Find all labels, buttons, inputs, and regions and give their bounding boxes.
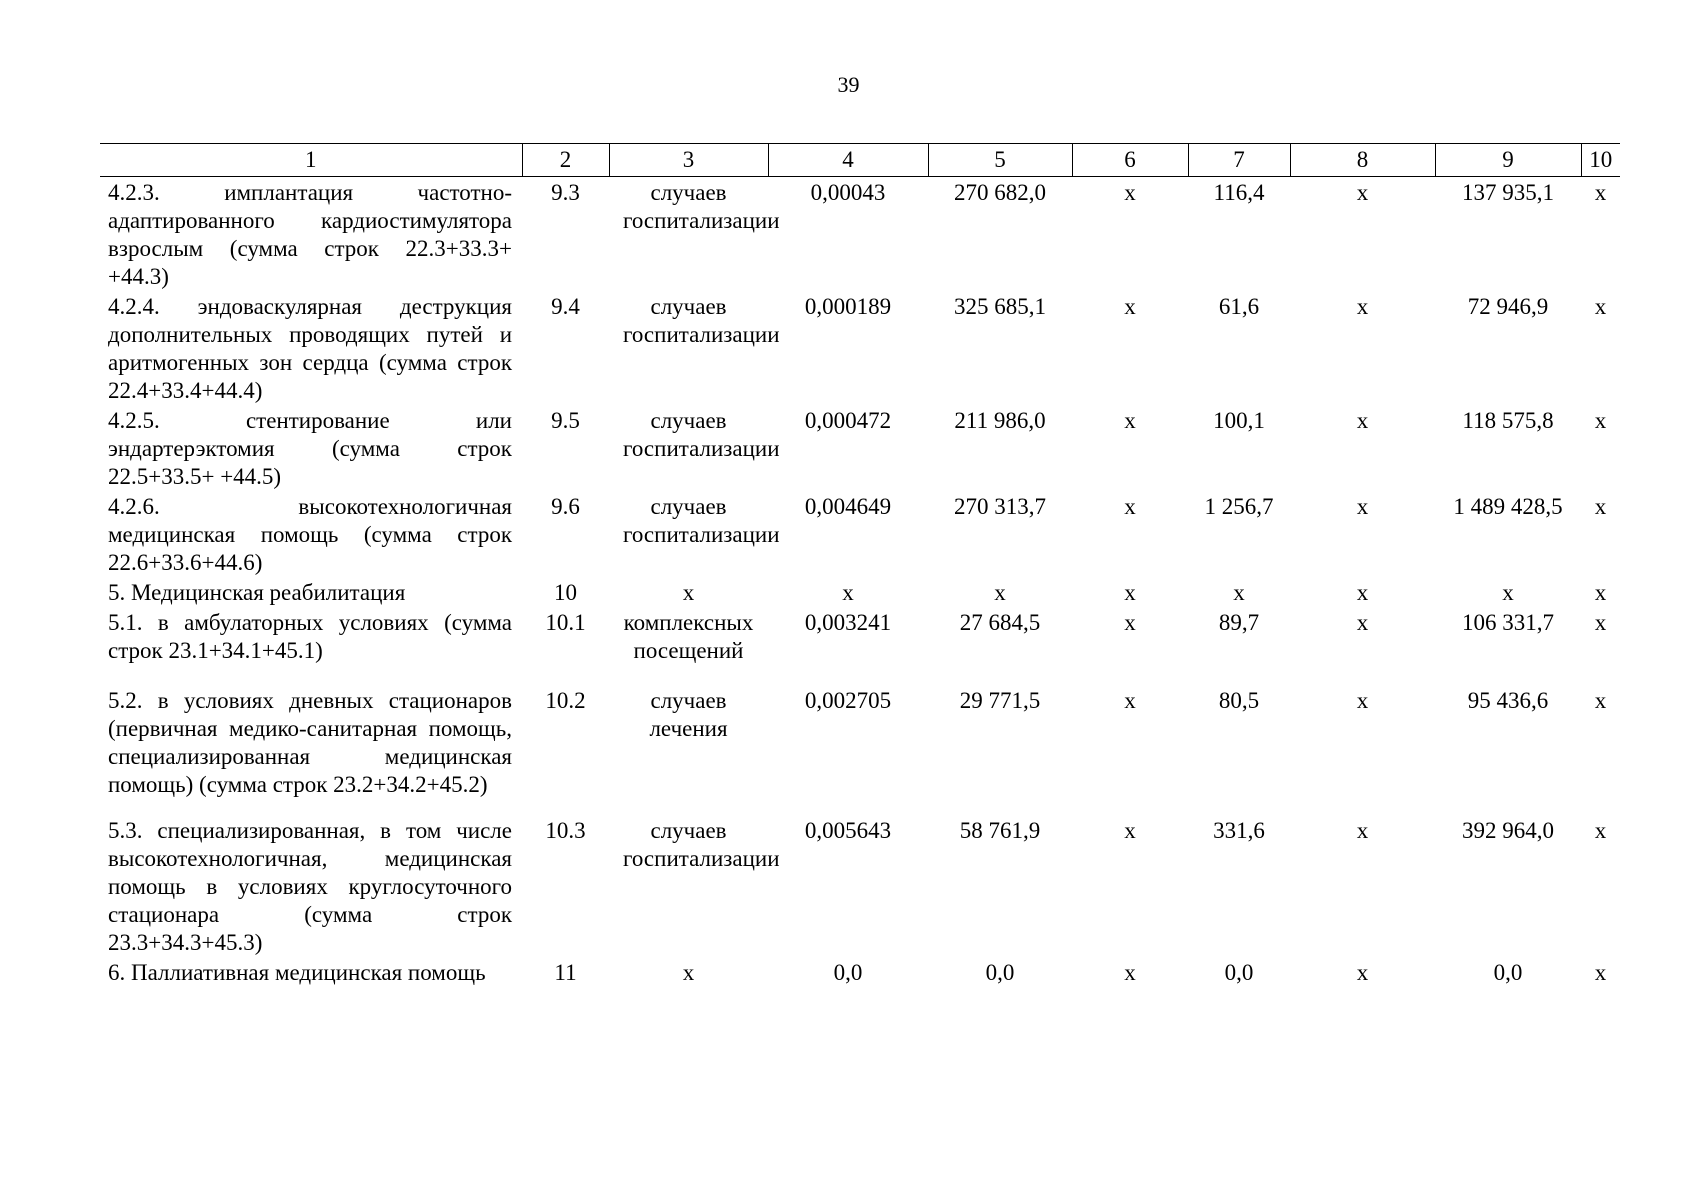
table-row — [100, 177, 1620, 292]
volume-norm-cell: 0,003241 — [804, 610, 892, 635]
indicator-name-cell: 5.3. специализированная, в том числе высокотехнологичная, медицинская помощь в условиях круглосуточного стационара (сумма строк 23.3+34.3+45.3) — [108, 818, 512, 955]
unit-cell: случаев госпитализации — [623, 408, 780, 461]
per-capita-cell: 89,7 — [1218, 610, 1260, 635]
total-cost-cell: х — [1502, 580, 1514, 605]
row-code-cell: 9.6 — [551, 494, 580, 519]
col8-cell: х — [1356, 294, 1369, 319]
page-number: 39 — [837, 72, 860, 97]
row-code-cell: 11 — [554, 960, 577, 985]
cost-norm-cell: 211 986,0 — [954, 408, 1046, 433]
col8-cell: х — [1356, 580, 1369, 605]
volume-norm-cell: 0,0 — [833, 960, 863, 985]
col6-cell: х — [1124, 408, 1136, 433]
col6-cell: х — [1124, 960, 1136, 985]
indicator-name-cell: 4.2.3. имплантация частотно-адаптированного кардиостимулятора взрослым (сумма строк 22.3+33.3+ +44.3) — [108, 180, 512, 289]
cost-norm-cell: 270 682,0 — [954, 180, 1046, 205]
total-cost-cell: 95 436,6 — [1467, 688, 1549, 713]
row-code-cell: 9.5 — [551, 408, 580, 433]
indicator-name-cell: 4.2.4. эндоваскулярная деструкция дополнительных проводящих путей и аритмогенных зон сердца (сумма строк 22.4+33.4+44.4) — [108, 294, 512, 403]
table-body — [100, 177, 1620, 1014]
indicator-name-cell: 4.2.6. высокотехнологичная медицинская помощь (сумма строк 22.6+33.6+44.6) — [108, 494, 512, 575]
per-capita-cell: 61,6 — [1218, 294, 1260, 319]
cost-norm-cell: 29 771,5 — [959, 688, 1041, 713]
total-cost-cell: 1 489 428,5 — [1453, 494, 1563, 519]
col8-cell: х — [1356, 610, 1369, 635]
col10-cell: х — [1594, 408, 1607, 433]
indicator-name-cell: 5. Медицинская реабилитация — [108, 580, 406, 605]
table-row — [100, 957, 1620, 1013]
col6-cell: х — [1124, 494, 1136, 519]
row-code-cell: 9.3 — [551, 180, 580, 205]
indicator-name-cell: 5.1. в амбулаторных условиях (сумма строк 23.1+34.1+45.1) — [108, 610, 512, 663]
per-capita-cell: х — [1233, 580, 1245, 605]
volume-norm-cell: 0,005643 — [804, 818, 892, 843]
column-number-header: 4 — [768, 144, 928, 177]
col8-cell: х — [1356, 960, 1369, 985]
unit-cell: случаев госпитализации — [623, 294, 780, 347]
col6-cell: х — [1124, 180, 1136, 205]
row-code-cell: 9.4 — [551, 294, 580, 319]
per-capita-cell: 1 256,7 — [1204, 494, 1274, 519]
column-number-row — [100, 144, 1620, 177]
column-number-header: 6 — [1072, 144, 1188, 177]
col10-cell: х — [1594, 610, 1607, 635]
table-row — [100, 685, 1620, 815]
per-capita-cell: 100,1 — [1213, 408, 1265, 433]
table-row — [100, 815, 1620, 957]
col8-cell: х — [1356, 408, 1369, 433]
total-cost-cell: 72 946,9 — [1467, 294, 1549, 319]
volume-norm-cell: х — [842, 580, 854, 605]
cost-norm-cell: 27 684,5 — [959, 610, 1041, 635]
per-capita-cell: 0,0 — [1224, 960, 1254, 985]
column-number-header: 9 — [1435, 144, 1581, 177]
unit-cell: случаев лечения — [649, 688, 728, 741]
col6-cell: х — [1124, 818, 1136, 843]
table-row — [100, 405, 1620, 491]
column-number-header: 8 — [1290, 144, 1435, 177]
column-number-header: 2 — [522, 144, 609, 177]
table-row — [100, 491, 1620, 577]
per-capita-cell: 116,4 — [1213, 180, 1265, 205]
column-number-header: 7 — [1188, 144, 1290, 177]
per-capita-cell: 331,6 — [1213, 818, 1265, 843]
col8-cell: х — [1356, 818, 1369, 843]
col10-cell: х — [1594, 960, 1607, 985]
column-number-header: 10 — [1581, 144, 1620, 177]
col10-cell: х — [1594, 294, 1607, 319]
cost-norm-cell: 0,0 — [985, 960, 1015, 985]
cost-norm-cell: 325 685,1 — [954, 294, 1046, 319]
volume-norm-cell: 0,004649 — [804, 494, 892, 519]
col8-cell: х — [1356, 180, 1369, 205]
col8-cell: х — [1356, 494, 1369, 519]
indicator-name-cell: 6. Паллиативная медицинская помощь — [108, 960, 486, 985]
indicator-name-cell: 4.2.5. стентирование или эндартерэктомия (сумма строк 22.5+33.5+ +44.5) — [108, 408, 512, 489]
column-number-header: 5 — [928, 144, 1072, 177]
cost-norm-cell: 58 761,9 — [959, 818, 1041, 843]
col8-cell: х — [1356, 688, 1369, 713]
col6-cell: х — [1124, 580, 1136, 605]
col10-cell: х — [1594, 180, 1607, 205]
col6-cell: х — [1124, 294, 1136, 319]
unit-cell: случаев госпитализации — [623, 180, 780, 233]
per-capita-cell: 80,5 — [1218, 688, 1260, 713]
indicator-name-cell: 5.2. в условиях дневных стационаров (первичная медико-санитарная помощь, специализированная медицинская помощь) (сумма строк 23.2+34.2+45.2) — [108, 688, 512, 797]
volume-norm-cell: 0,000472 — [804, 408, 892, 433]
total-cost-cell: 137 935,1 — [1462, 180, 1554, 205]
total-cost-cell: 118 575,8 — [1462, 408, 1554, 433]
indicator-table-container — [100, 143, 1620, 1013]
row-code-cell: 10 — [554, 580, 577, 605]
unit-cell: х — [682, 960, 695, 985]
col10-cell: х — [1594, 580, 1607, 605]
row-code-cell: 10.3 — [545, 818, 586, 843]
row-code-cell: 10.2 — [545, 688, 586, 713]
col10-cell: х — [1594, 494, 1607, 519]
table-row — [100, 291, 1620, 405]
volume-norm-cell: 0,000189 — [804, 294, 892, 319]
col6-cell: х — [1124, 688, 1136, 713]
column-number-header: 1 — [100, 144, 522, 177]
total-cost-cell: 392 964,0 — [1462, 818, 1554, 843]
indicator-table — [100, 143, 1620, 1013]
cost-norm-cell: 270 313,7 — [954, 494, 1046, 519]
volume-norm-cell: 0,00043 — [810, 180, 886, 205]
column-number-header: 3 — [609, 144, 768, 177]
table-row — [100, 577, 1620, 607]
unit-cell: случаев госпитализации — [623, 494, 780, 547]
cost-norm-cell: х — [994, 580, 1006, 605]
total-cost-cell: 106 331,7 — [1462, 610, 1554, 635]
table-row — [100, 607, 1620, 685]
unit-cell: х — [682, 580, 695, 605]
col10-cell: х — [1594, 688, 1607, 713]
unit-cell: случаев госпитализации — [623, 818, 780, 871]
volume-norm-cell: 0,002705 — [804, 688, 892, 713]
total-cost-cell: 0,0 — [1493, 960, 1523, 985]
col6-cell: х — [1124, 610, 1136, 635]
col10-cell: х — [1594, 818, 1607, 843]
row-code-cell: 10.1 — [545, 610, 586, 635]
unit-cell: комплексных посещений — [623, 610, 754, 663]
